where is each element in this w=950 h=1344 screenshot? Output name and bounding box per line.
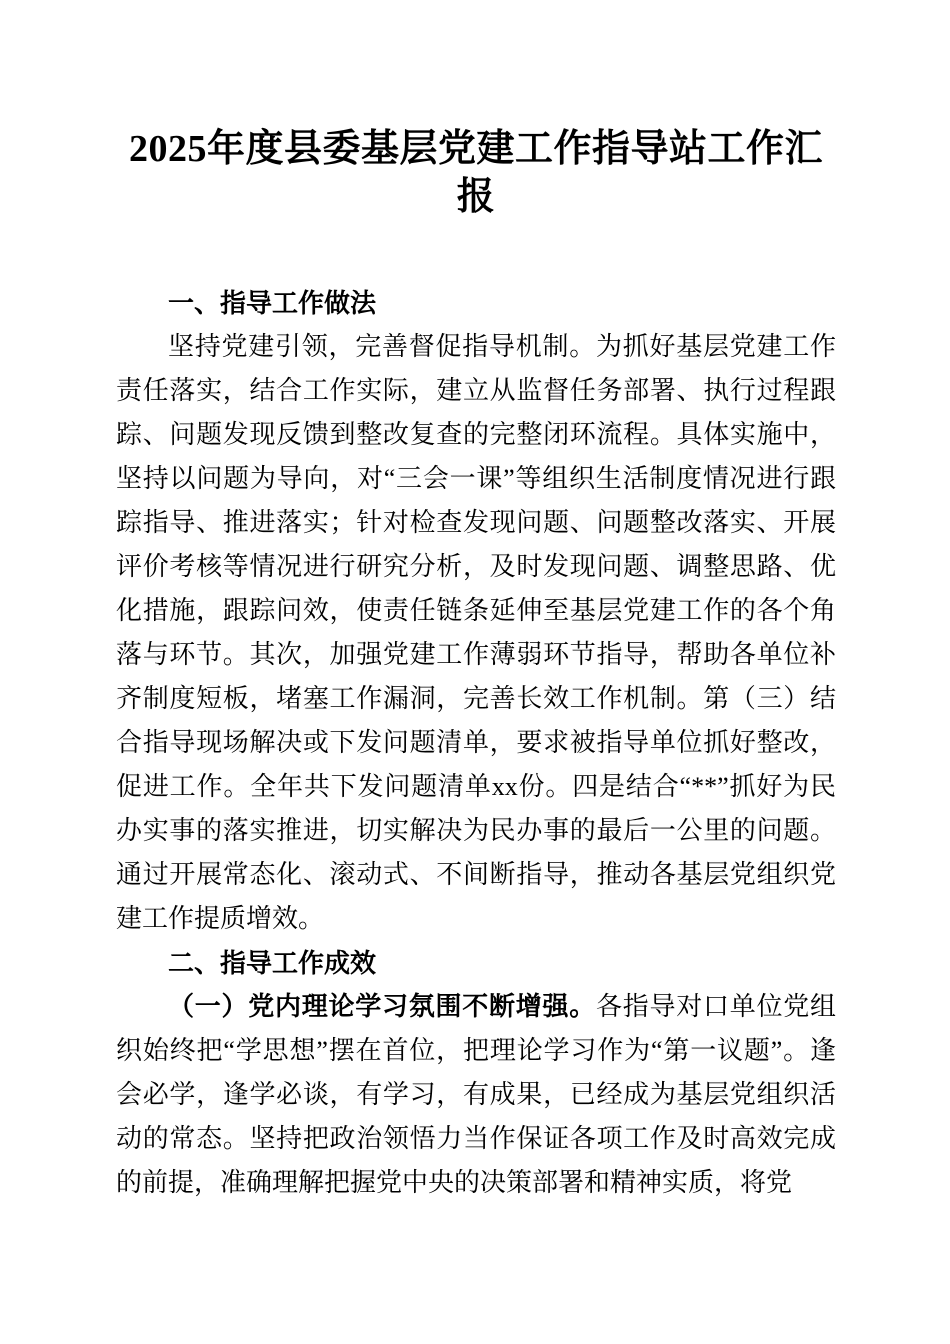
document-title: 2025年度县委基层党建工作指导站工作汇报 xyxy=(128,128,823,218)
section-heading-2: 二、指导工作成效 xyxy=(168,948,377,978)
section-1-paragraph-text: 坚持党建引领，完善督促指导机制。为抓好基层党建工作责任落实，结合工作实际，建立从监督任务部署、执行过程跟踪、问题发现反馈到整改复查的完整闭环流程。具体实施中，坚持以问题为导向，对“三会一课”等组织生活制度情况进行跟踪指导、推进落实；针对检查发现问题、问题整改落实、开展评价考核等情况进行研究分析，及时发现问题、调整思路、优化措施，跟踪问效，使责任链条延伸至基层党建工作的各个角落与环节。其次，加强党建工作薄弱环节指导，帮助各单位补齐制度短板，堵塞工作漏洞，完善长效工作机制。第（三）结合指导现场解决或下发问题清单，要求被指导单位抓好整改，促进工作。全年共下发问题清单xx份。四是结合“**”抓好为民办实事的落实推进，切实解决为民办事的最后一公里的问题。通过开展常态化、滚动式、不间断指导，推动各基层党组织党建工作提质增效。 xyxy=(116,332,836,933)
section-2-paragraph-text: 各指导对口单位党组织始终把“学思想”摆在首位，把理论学习作为“第一议题”。逢会必学，逢学必谈，有学习，有成果，已经成为基层党组织活动的常态。坚持把政治领悟力当作保证各项工作及时高效完成的前提，准确理解把握党中央的决策部署和精神实质，将党 xyxy=(116,992,836,1197)
section-2-paragraph-lead: （一）党内理论学习氛围不断增强。 xyxy=(168,992,596,1021)
section-1-paragraph xyxy=(116,325,836,941)
section-2-paragraph xyxy=(116,985,836,1205)
section-heading-1: 一、指导工作做法 xyxy=(168,288,377,318)
